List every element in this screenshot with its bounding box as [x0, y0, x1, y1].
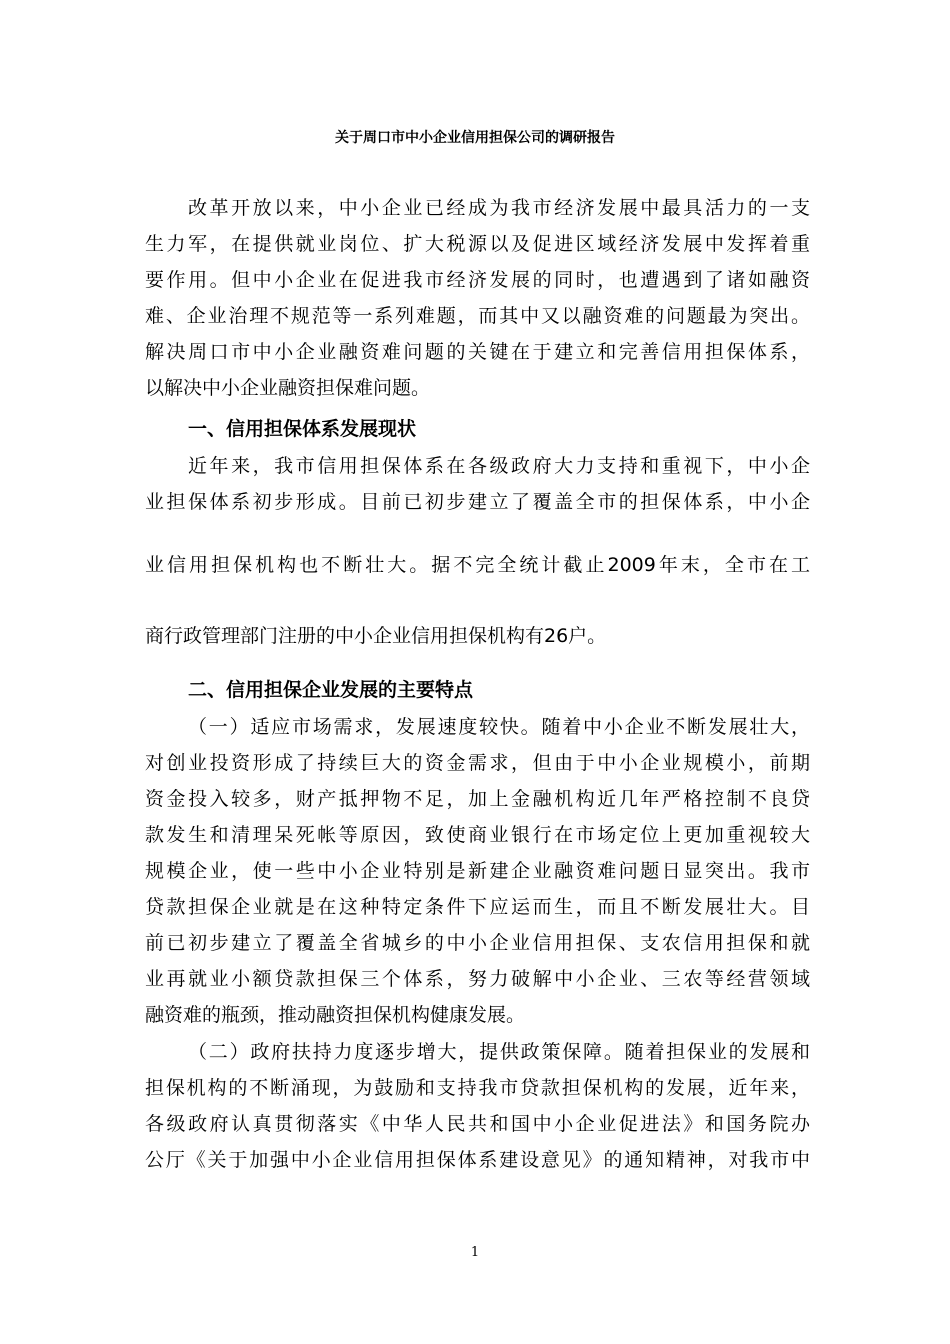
- section2-p2-line-2: 担保机构的不断涌现，为鼓励和支持我市贷款担保机构的发展，近年来，: [145, 1077, 810, 1099]
- section-heading-2: 二、信用担保企业发展的主要特点: [188, 679, 474, 701]
- section2-p1-line-1: （一）适应市场需求，发展速度较快。随着中小企业不断发展壮大，: [188, 716, 810, 738]
- section2-p1-line-3: 资金投入较多，财产抵押物不足，加上金融机构近几年严格控制不良贷: [145, 788, 810, 810]
- intro-line-4: 难、企业治理不规范等一系列难题，而其中又以融资难的问题最为突出。: [145, 305, 810, 327]
- section2-p2-line-3: 各级政府认真贯彻落实《中华人民共和国中小企业促进法》和国务院办: [145, 1113, 810, 1135]
- section2-p1-line-9: 融资难的瓶颈，推动融资担保机构健康发展。: [145, 1004, 526, 1026]
- section2-p1-line-5: 规模企业，使一些中小企业特别是新建企业融资难问题日显突出。我市: [145, 860, 810, 882]
- section2-p2-line-4: 公厅《关于加强中小企业信用担保体系建设意见》的通知精神，对我市中: [145, 1149, 810, 1171]
- section1-line-3: 业信用担保机构也不断壮大。据不完全统计截止2009年末，全市在工: [145, 554, 810, 576]
- section1-line-2: 业担保体系初步形成。目前已初步建立了覆盖全市的担保体系，中小企: [145, 491, 810, 513]
- intro-line-6: 以解决中小企业融资担保难问题。: [145, 377, 431, 399]
- section2-p1-line-7: 前已初步建立了覆盖全省城乡的中小企业信用担保、支农信用担保和就: [145, 932, 810, 954]
- intro-line-3: 要作用。但中小企业在促进我市经济发展的同时，也遭遇到了诸如融资: [145, 269, 810, 291]
- section-heading-1: 一、信用担保体系发展现状: [188, 418, 417, 440]
- document-title: 关于周口市中小企业信用担保公司的调研报告: [335, 130, 615, 146]
- section2-p1-line-2: 对创业投资形成了持续巨大的资金需求，但由于中小企业规模小，前期: [145, 752, 810, 774]
- section1-line-1: 近年来，我市信用担保体系在各级政府大力支持和重视下，中小企: [188, 455, 810, 477]
- section2-p2-line-1: （二）政府扶持力度逐步增大，提供政策保障。随着担保业的发展和: [188, 1041, 810, 1063]
- page-number: 1: [470, 1245, 480, 1260]
- section2-p1-line-6: 贷款担保企业就是在这种特定条件下应运而生，而且不断发展壮大。目: [145, 896, 810, 918]
- intro-line-1: 改革开放以来，中小企业已经成为我市经济发展中最具活力的一支: [188, 197, 810, 219]
- section1-line-4: 商行政管理部门注册的中小企业信用担保机构有26户。: [145, 625, 607, 647]
- intro-line-2: 生力军，在提供就业岗位、扩大税源以及促进区域经济发展中发挥着重: [145, 233, 810, 255]
- intro-line-5: 解决周口市中小企业融资难问题的关键在于建立和完善信用担保体系，: [145, 341, 810, 363]
- section2-p1-line-8: 业再就业小额贷款担保三个体系，努力破解中小企业、三农等经营领域: [145, 968, 810, 990]
- section2-p1-line-4: 款发生和清理呆死帐等原因，致使商业银行在市场定位上更加重视较大: [145, 824, 810, 846]
